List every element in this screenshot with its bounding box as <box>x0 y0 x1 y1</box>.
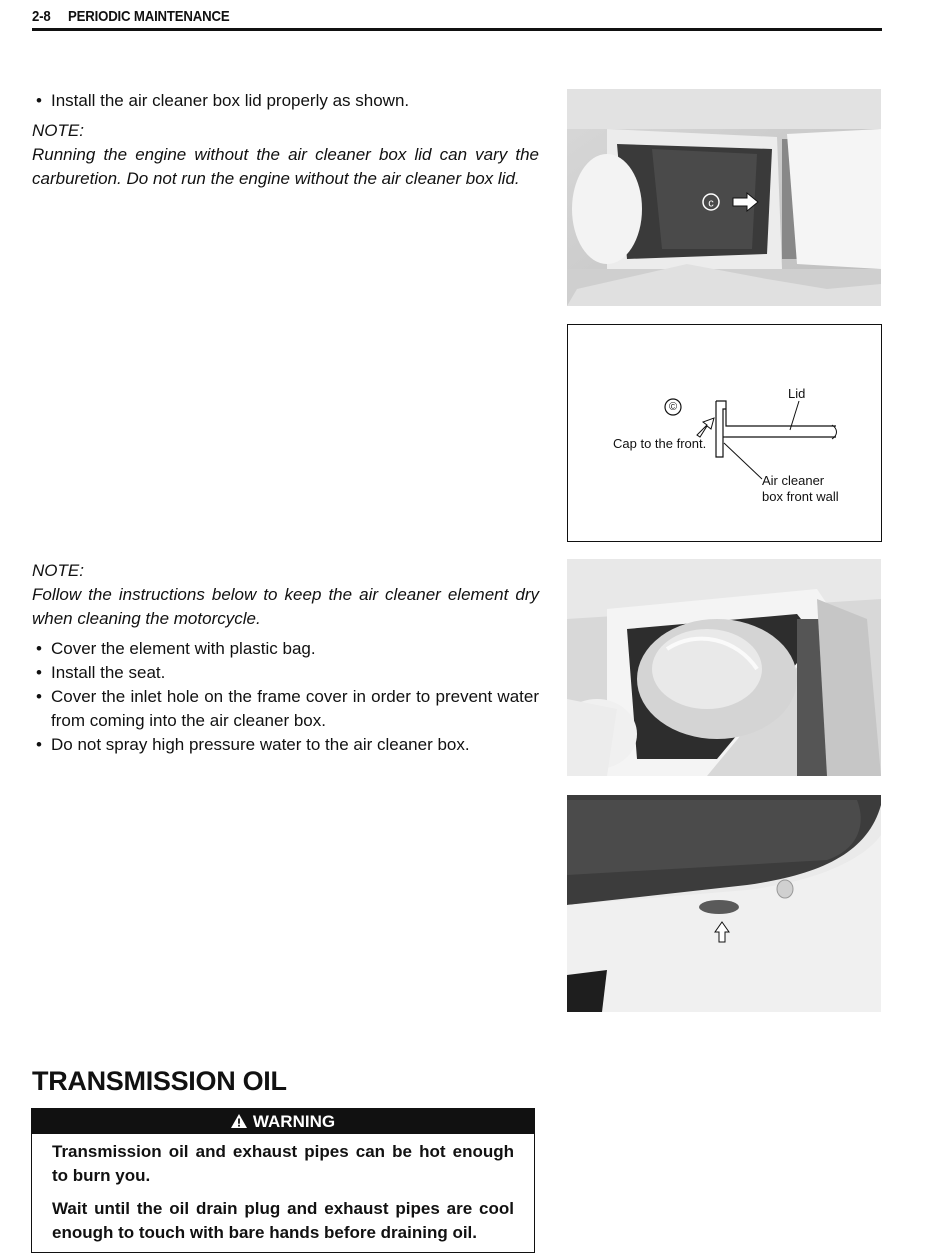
cleaning-instructions <box>32 559 539 757</box>
bullet-cover-element: • Cover the element with plastic bag. <box>32 637 539 661</box>
bullet-install-lid: • Install the air cleaner box lid properly as shown. <box>32 89 539 113</box>
note-label-2: NOTE: <box>32 561 84 580</box>
warning-triangle-icon <box>231 1114 247 1128</box>
page-header <box>32 6 882 31</box>
photo-air-cleaner-lid <box>567 89 881 306</box>
warning-paragraph: Transmission oil and exhaust pipes can be hot enough to burn you. <box>52 1142 514 1185</box>
note-text: Running the engine without the air cleaner box lid can vary the carburetion. Do not run the engine without the air cleaner box lid. <box>32 145 539 188</box>
warning-heading-label: WARNING <box>252 1112 336 1131</box>
svg-text:c: c <box>708 197 714 210</box>
label-wall-line2: box front wall <box>762 489 839 504</box>
diagram-marker: © <box>669 401 678 413</box>
bullet-install-seat: • Install the seat. <box>32 661 539 685</box>
section-title-transmission-oil: TRANSMISSION OIL <box>32 1066 287 1096</box>
lid-instructions <box>32 89 539 191</box>
note-label: NOTE: <box>32 121 84 140</box>
warning-heading <box>32 1109 534 1134</box>
warning-body <box>32 1134 534 1245</box>
lid-cap-diagram <box>567 324 882 542</box>
page-number: 2-8 <box>32 8 51 25</box>
bullet-cover-inlet: • Cover the inlet hole on the frame cover in order to prevent water from coming into the air cleaner box. <box>32 685 539 733</box>
photo-frame-cover-inlet <box>567 795 881 1012</box>
label-cap-front: Cap to the front. <box>613 436 707 451</box>
section-header-title: PERIODIC MAINTENANCE <box>68 8 230 25</box>
label-lid: Lid <box>788 386 806 401</box>
label-wall-line1: Air cleaner <box>762 473 825 488</box>
photo-plastic-bag <box>567 559 881 776</box>
warning-paragraph: Wait until the oil drain plug and exhaust pipes are cool enough to touch with bare hands before draining oil. <box>52 1199 514 1242</box>
warning-box <box>31 1108 535 1253</box>
bullet-no-high-pressure: • Do not spray high pressure water to the air cleaner box. <box>32 733 539 757</box>
note-text-2: Follow the instructions below to keep the air cleaner element dry when cleaning the motorcycle. <box>32 585 539 628</box>
